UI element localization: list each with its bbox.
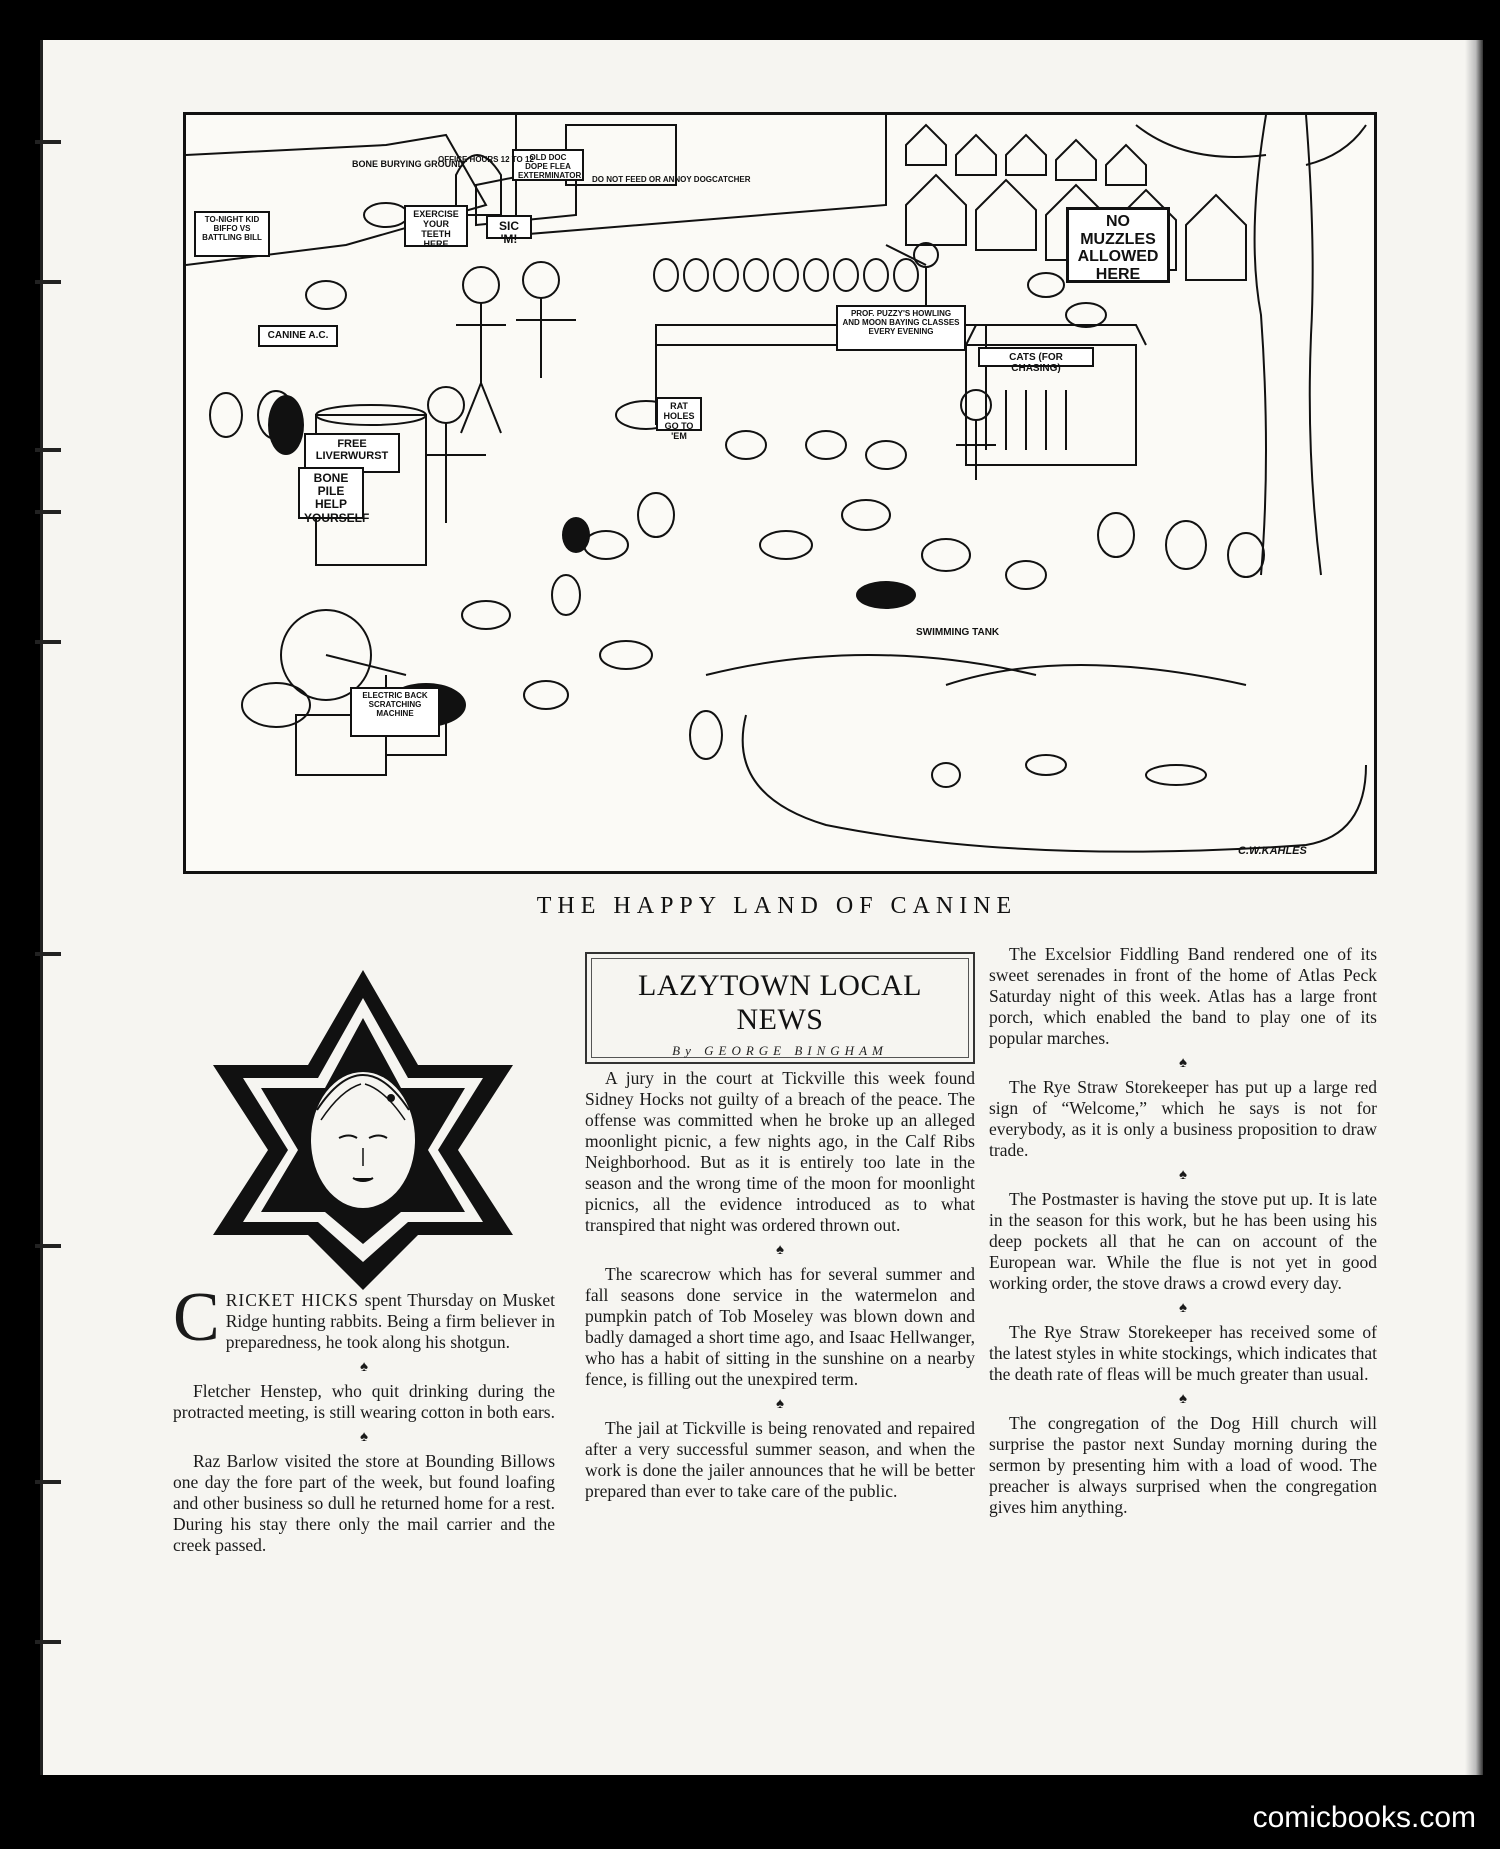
feature-byline: By GEORGE BINGHAM xyxy=(672,1043,888,1058)
news-item: The congregation of the Dog Hill church will surprise the pastor next Sunday morning during the sermon by presenting him with a load of wood. The preacher is always surprised when the congregation gives him anything. xyxy=(989,1413,1377,1517)
office-hours-label: OFFICE HOURS 12 TO 12 xyxy=(438,155,534,164)
scratcher-sign: ELECTRIC BACK SCRATCHING MACHINE xyxy=(350,687,440,737)
lead-name: RICKET HICKS xyxy=(225,1290,359,1310)
drop-cap: C xyxy=(173,1279,220,1356)
swimming-tank-label: SWIMMING TANK xyxy=(916,627,1000,638)
binding-mark xyxy=(35,448,61,452)
tonight-sign: TO-NIGHT KID BIFFO VS BATTLING BILL xyxy=(194,211,270,257)
binding-mark xyxy=(35,1480,61,1484)
binding-mark xyxy=(35,952,61,956)
binding-mark xyxy=(35,640,61,644)
news-item: The scarecrow which has for several summer and fall seasons done service in the watermelon and pumpkin patch of Tob Moseley was blown down and badly damaged a short time ago, and Isaac Hellwanger, who has a habit of sitting in the sunshine on a nearby fence, is filling out the unexpired term. xyxy=(585,1264,975,1389)
page-edge-shadow xyxy=(1465,40,1483,1775)
spade-divider: ♠ xyxy=(776,1396,784,1412)
spade-divider: ♠ xyxy=(1179,1055,1187,1071)
binding-mark xyxy=(35,280,61,284)
binding-mark xyxy=(35,1244,61,1248)
spade-divider: ♠ xyxy=(1179,1391,1187,1407)
binding-mark xyxy=(35,510,61,514)
feature-headline-box xyxy=(585,952,975,1064)
exercise-sign: EXERCISE YOUR TEETH HERE xyxy=(404,205,468,247)
binding-mark xyxy=(35,140,61,144)
prof-puzzy-sign: PROF. PUZZY'S HOWLING AND MOON BAYING CLASSES EVERY EVENING xyxy=(836,305,966,351)
feature-title: LAZYTOWN LOCAL NEWS xyxy=(638,969,922,1036)
dogcatcher-label: DO NOT FEED OR ANNOY DOGCATCHER xyxy=(592,175,751,184)
sic-m-sign: SIC 'M! xyxy=(486,215,532,239)
cats-sign: CATS (FOR CHASING) xyxy=(978,347,1094,367)
spade-divider: ♠ xyxy=(1179,1167,1187,1183)
rat-holes-sign: RAT HOLES GO TO 'EM xyxy=(656,397,702,431)
news-item-text: spent Thursday on Musket Ridge hunting rabbits. Being a firm believer in preparedness, he took along his shotgun. xyxy=(225,1290,556,1352)
news-column-3 xyxy=(989,944,1377,1524)
cartoon-illustration xyxy=(183,112,1377,874)
canine-ac-sign: CANINE A.C. xyxy=(258,325,338,347)
news-item xyxy=(173,1279,556,1356)
artist-signature: C.W.KAHLES xyxy=(1238,845,1307,857)
binding-mark xyxy=(35,1640,61,1644)
spade-divider: ♠ xyxy=(360,1359,368,1375)
news-item: Fletcher Henstep, who quit drinking during the protracted meeting, is still wearing cotton in both ears. xyxy=(173,1381,555,1422)
news-item: The Rye Straw Storekeeper has put up a large red sign of “Welcome,” which he says is not for everybody, as it is only a business proposition to draw trade. xyxy=(989,1077,1377,1160)
news-item: Raz Barlow visited the store at Bounding Billows one day the fore part of the week, but found loafing and other business so dull he returned home for a rest. During his stay there only the mail carrier and the creek passed. xyxy=(173,1451,555,1555)
news-item: A jury in the court at Tickville this week found Sidney Hocks not guilty of a breach of the peace. The offense was committed when he broke up an alleged moonlight picnic, a few nights ago, in the Calf Ribs Neighborhood. But as it is entirely too late in the season and the wrong time of the moon for moonlight picnics, all the evidence introduced as to what transpired that night was ordered thrown out. xyxy=(585,1068,975,1235)
news-column-2 xyxy=(585,1068,975,1508)
illustration-caption: THE HAPPY LAND OF CANINE xyxy=(536,893,1018,919)
bone-burying-label: BONE BURYING GROUND xyxy=(352,159,465,169)
news-item: The Postmaster is having the stove put up. It is late in the season for this work, but he has been using his deep pockets all that he can on account of the European war. While the flue is not yet in good working order, the stove draws a crowd every day. xyxy=(989,1189,1377,1293)
star-portrait-ornament xyxy=(213,970,513,1290)
no-muzzles-sign: NO MUZZLES ALLOWED HERE xyxy=(1066,207,1170,283)
news-item: The Rye Straw Storekeeper has received some of the latest styles in white stockings, which indicates that the death rate of fleas will be much greater than usual. xyxy=(989,1322,1377,1384)
spade-divider: ♠ xyxy=(1179,1300,1187,1316)
spade-divider: ♠ xyxy=(776,1242,784,1258)
magazine-page xyxy=(40,40,1483,1775)
free-liverwurst-label: FREE LIVERWURST xyxy=(304,433,400,473)
cartoon-drawing xyxy=(186,115,1374,871)
news-column-1 xyxy=(173,1279,556,1562)
site-watermark: comicbooks.com xyxy=(1252,1801,1476,1834)
bone-pile-sign: BONE PILE HELP YOURSELF xyxy=(298,467,364,519)
news-item: The jail at Tickville is being renovated and repaired after a very successful summer season, and when the work is done the jailer announces that he will be better prepared than ever to take care of the public. xyxy=(585,1418,975,1501)
old-doc-sign: OLD DOC DOPE FLEA EXTERMINATOR xyxy=(512,149,584,181)
news-item: The Excelsior Fiddling Band rendered one of its sweet serenades in front of the home of Atlas Peck Saturday night of this week. Atlas has a large front porch, which enabled the band to play one of its popular marches. xyxy=(989,944,1377,1048)
spade-divider: ♠ xyxy=(360,1429,368,1445)
